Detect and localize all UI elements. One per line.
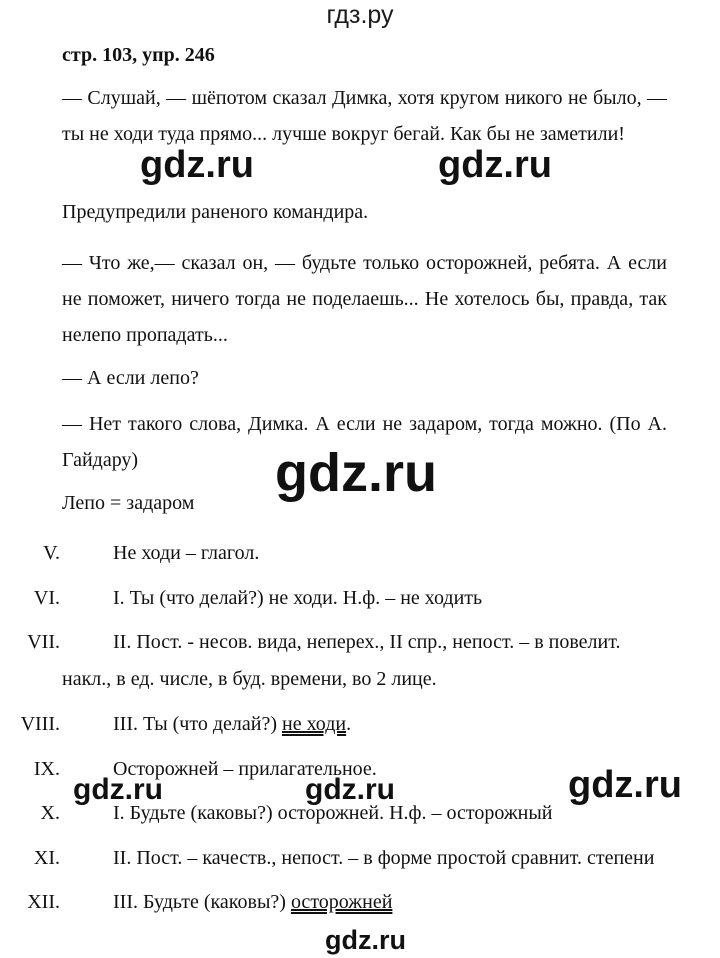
watermark: gdz.ru (305, 773, 395, 806)
item-number: V. (43, 542, 60, 564)
item-text: Не ходи – глагол. (113, 542, 260, 564)
paragraph-dialogue-2: — Что же,— сказал он, — будьте только осторожней, ребята. А если не поможет, ничего тогда не поделаешь... Не хотелось бы, правда, так нелепо пропадать... (62, 252, 667, 346)
item-number: XI. (33, 847, 60, 869)
item-text: I. Будьте (каковы?) осторожней. Н.ф. – осторожный (113, 802, 553, 824)
item-text-prefix: III. Будьте (каковы?) (113, 891, 291, 913)
item-text-prefix: III. Ты (что делай?) (113, 713, 282, 735)
underlined-predicate: осторожней (290, 891, 393, 913)
watermark: gdz.ru (568, 764, 682, 806)
item-number: X. (40, 802, 60, 824)
watermark: gdz.ru (140, 144, 254, 186)
exercise-heading: стр. 103, упр. 246 (62, 44, 215, 66)
item-number: VII. (27, 631, 60, 653)
item-text (113, 712, 351, 736)
item-number: IX. (33, 758, 60, 780)
watermark: gdz.ru (275, 443, 437, 503)
watermark: gdz.ru (438, 144, 552, 186)
paragraph-dialogue-1: — Слушай, — шёпотом сказал Димка, хотя кругом никого не было, — ты не ходи туда прямо... лучше вокруг бегай. Как бы не заметили! (62, 87, 667, 145)
item-text (113, 890, 392, 914)
paragraph-dialogue-3: — А если лепо? (62, 367, 199, 389)
item-text: I. Ты (что делай?) не ходи. Н.ф. – не ходить (113, 587, 483, 609)
watermark: gdz.ru (325, 925, 406, 955)
site-header: гдз.ру (326, 1, 394, 29)
paragraph-narration: Предупредили раненого командира. (62, 201, 369, 223)
watermark: gdz.ru (73, 773, 163, 806)
item-text: II. Пост. – качеств., непост. – в форме простой сравнит. степени (113, 847, 655, 869)
item-text-suffix: . (346, 713, 352, 735)
item-text-continuation: накл., в ед. числе, в буд. времени, во 2 лице. (62, 668, 437, 690)
item-number: VIII. (20, 713, 60, 735)
item-number: VI. (33, 587, 60, 609)
item-text: Осторожней – прилагательное. (113, 758, 377, 780)
paragraph-note: Лепо = задаром (62, 492, 195, 514)
item-number: XII. (27, 891, 60, 913)
item-text: II. Пост. - несов. вида, неперех., II спр., непост. – в повелит. (113, 631, 621, 653)
paragraph-dialogue-4: — Нет такого слова, Димка. А если не задаром, тогда можно. (По А. Гайдару) (62, 413, 667, 471)
underlined-predicate: не ходи (281, 713, 347, 735)
